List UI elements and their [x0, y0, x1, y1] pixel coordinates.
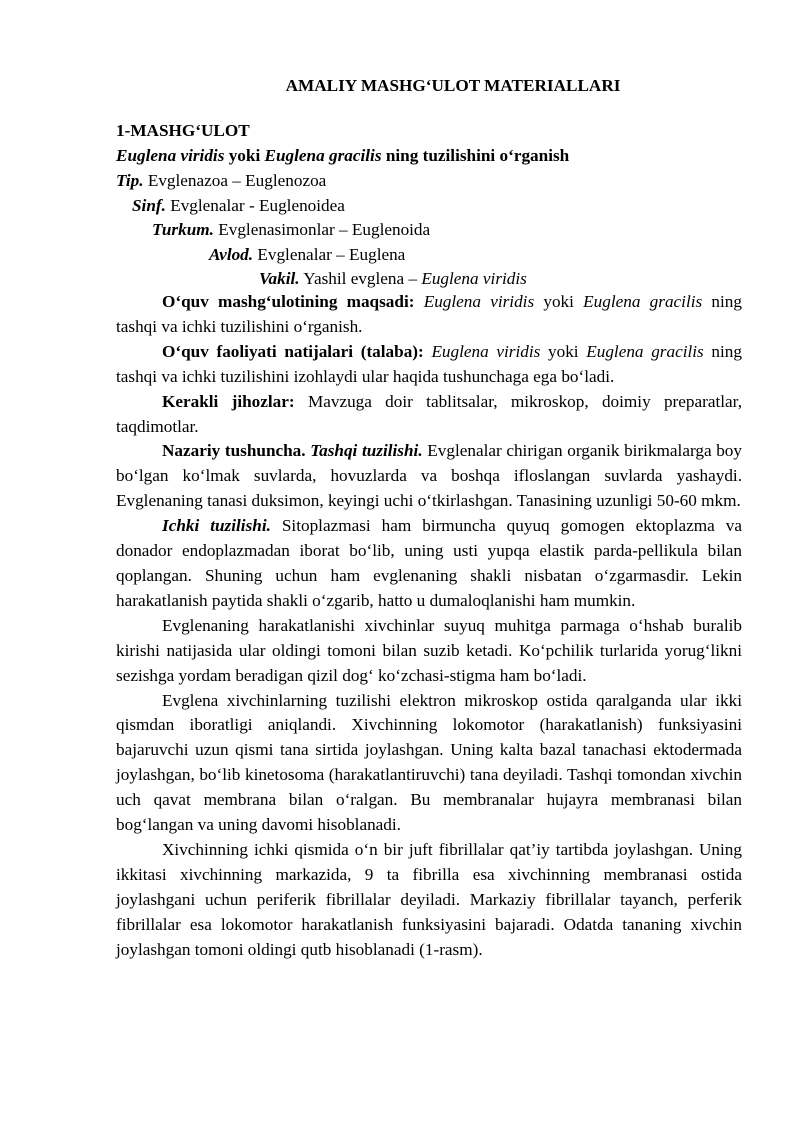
internal-label: Ichki tuzilishi. — [162, 516, 271, 536]
taxonomy-rank: Tip. — [116, 171, 144, 190]
paragraph-movement: Evglenaning harakatlanishi xivchinlar suyuq muhitga parmaga o‘hshab buralib kirishi natijasida ular oldingi tomoni bilan suzib ketadi. Ko‘pchilik turlarida yorug‘likni sezishga yordam beradigan qizil dog‘ ko‘zchasi-stigma ham bo‘ladi. — [116, 615, 742, 685]
taxonomy-name: Evglenazoa – Euglenozoa — [143, 171, 327, 190]
paragraph-fibrils: Xivchinning ichki qismida o‘n bir juft fibrillalar qat’iy tartibda joylashgan. Uning ikkitasi xivchinning markazida, 9 ta fibrilla esa xivchinning membranasi ostida joylashgani uchun periferik fibrillalar deyiladi. Markaziy fibrillalar tayanch, perferik fibrillalar esa lokomotor harakatlanish funksiyasini bajaradi. Odatda tananing xivchin joylashgan tomoni oldingi qutb hisoblanadi (1-rasm). — [116, 839, 742, 959]
results-text: ning tashqi va ichki tuzilishini izohlaydi ular haqida tushunchaga ega bo‘ladi. — [116, 341, 742, 386]
aim-label: O‘quv mashg‘ulotining maqsadi: — [162, 292, 415, 311]
taxonomy-representative — [259, 268, 527, 290]
topic-species-1: Euglena viridis — [116, 146, 225, 165]
results-label: O‘quv faoliyati natijalari (talaba): — [162, 341, 424, 361]
topic-or: yoki — [224, 146, 265, 165]
topic-species-2: Euglena gracilis — [264, 146, 382, 165]
taxonomy-name: Yashil evglena – — [299, 269, 422, 288]
results-species-1: Euglena viridis — [431, 341, 541, 361]
theory-label: Nazariy tushuncha. — [162, 441, 306, 461]
taxonomy-name-italic: Euglena viridis — [421, 269, 527, 288]
taxonomy-order — [152, 219, 430, 241]
results-species-2: Euglena gracilis — [586, 341, 704, 361]
theory-text: Evglenalar chirigan organik birikmalarga boy bo‘lgan ko‘lmak suvlarda, hovuzlarda va boshqa ifloslangan suvlarda yashaydi. Evglenaning tanasi duksimon, keyingi uchi o‘tkirlashgan. Tanasining uzunligi 50-60 mkm. — [116, 441, 742, 511]
aim-text: ning tashqi va ichki tuzilishini o‘rganish. — [116, 292, 742, 336]
paragraph-equipment — [116, 390, 742, 440]
paragraph-theory — [116, 439, 742, 514]
equipment-text: Mavzuga doir tablitsalar, mikroskop, doimiy preparatlar, taqdimotlar. — [116, 391, 742, 436]
taxonomy-phylum — [116, 170, 326, 192]
taxonomy-rank: Turkum. — [152, 220, 214, 239]
document-title: AMALIY MASHG‘ULOT MATERIALLARI — [285, 76, 621, 95]
taxonomy-rank: Sinf. — [132, 196, 166, 215]
taxonomy-name: Evglenalar – Euglena — [253, 245, 406, 264]
equipment-label: Kerakli jihozlar: — [162, 391, 295, 411]
paragraph-internal — [116, 514, 742, 614]
taxonomy-name: Evglenasimonlar – Euglenoida — [213, 220, 431, 239]
taxonomy-rank: Avlod. — [209, 245, 254, 264]
taxonomy-name: Evglenalar - Euglenoidea — [165, 196, 345, 215]
aim-or: yoki — [534, 292, 584, 311]
aim-species-1: Euglena viridis — [423, 292, 535, 311]
taxonomy-rank: Vakil. — [259, 269, 300, 288]
paragraph-aim — [116, 290, 742, 340]
taxonomy-genus — [209, 244, 405, 266]
topic-rest: ning tuzilishini o‘rganish — [381, 146, 570, 165]
paragraph-results — [116, 340, 742, 390]
results-or: yoki — [540, 341, 587, 361]
paragraph-flagella: Evglena xivchinlarning tuzilishi elektron mikroskop ostida qaralganda ular ikki qismdan iboratligi aniqlandi. Xivchinning lokomotor (harakatlanish) funksiyasini bajaruvchi uzun qismi tana sirtida joylashgan. Uning kalta bazal tanachasi ektodermada joylashgan, bo‘lib kinetosoma (harakatlantiruvchi) tana deyiladi. Tashqi tomondan xivchin uch qavat membrana bilan o‘ralgan. Bu membranalar hujayra membranasi bilan bog‘langan va uning davomi hisoblanadi. — [116, 690, 742, 835]
aim-species-2: Euglena gracilis — [583, 292, 703, 311]
lesson-topic — [116, 145, 569, 167]
lesson-number: 1-MASHG‘ULOT — [116, 121, 250, 140]
document-body — [116, 290, 742, 962]
taxonomy-class — [132, 195, 345, 217]
theory-sublabel: Tashqi tuzilishi. — [310, 441, 423, 461]
internal-text: Sitoplazmasi ham birmuncha quyuq gomogen ektoplazma va donador endoplazmadan iborat bo‘lib, uning usti yupqa elastik parda-pellikula bilan qoplangan. Shuning uchun ham evglenaning shakli nisbatan o‘zgarmasdir. Lekin harakatlanish paytida shakli o‘zgarib, hatto u dumaloqlanishi ham mumkin. — [116, 516, 742, 610]
